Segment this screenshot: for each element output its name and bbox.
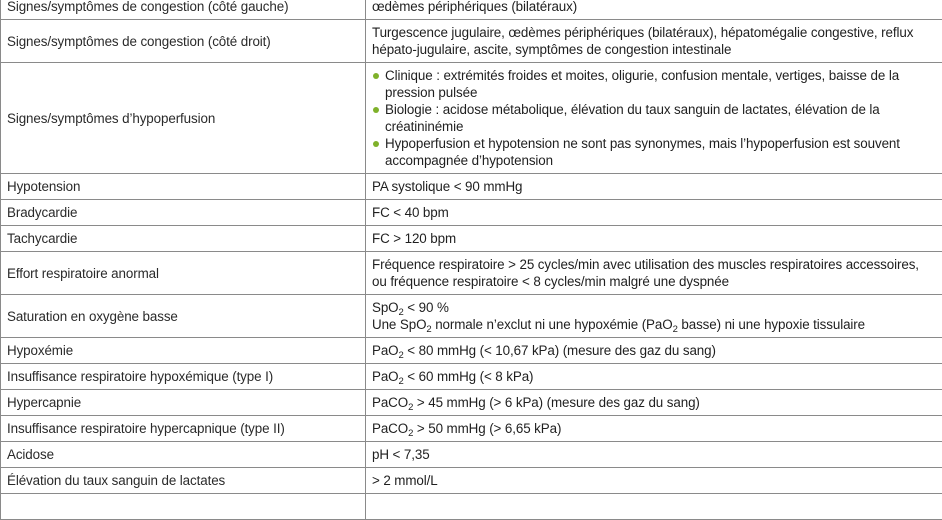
list-item: Clinique : extrémités froides et moites, oligurie, confusion mentale, vertiges, baisse de la pression pulsée [372, 67, 937, 101]
table-row [1, 200, 942, 226]
row-value: pH < 7,35 [366, 442, 942, 468]
row-label: Hypercapnie [1, 390, 366, 416]
row-label: Bradycardie [1, 200, 366, 226]
table-row [1, 390, 942, 416]
row-value: PaCO$_2$ > 50 mmHg (> 6,65 kPa) [366, 416, 942, 442]
table-row [1, 295, 942, 338]
row-label: Insuffisance respiratoire hypercapnique (type II) [1, 416, 366, 442]
row-value [366, 295, 942, 338]
row-value: > 2 mmol/L [366, 468, 942, 494]
row-value [366, 63, 942, 174]
table-row [1, 252, 942, 295]
table-row [1, 20, 942, 63]
row-label: Signes/symptômes de congestion (côté droit) [1, 20, 366, 63]
table-row [1, 442, 942, 468]
row-label: Hypotension [1, 174, 366, 200]
table-row [1, 226, 942, 252]
row-value: PaO$_2$ < 60 mmHg (< 8 kPa) [366, 364, 942, 390]
row-value: FC < 40 bpm [366, 200, 942, 226]
table-row [1, 174, 942, 200]
table-row [1, 0, 942, 20]
list-item: Biologie : acidose métabolique, élévation du taux sanguin de lactates, élévation de la créatininémie [372, 101, 937, 135]
row-value: PaCO$_2$ > 45 mmHg (> 6 kPa) (mesure des gaz du sang) [366, 390, 942, 416]
table-row [1, 468, 942, 494]
table-row [1, 63, 942, 174]
table-row [1, 338, 942, 364]
spo2-note: Une SpO$_2$ normale n’exclut ni une hypoxémie (PaO$_2$ basse) ni une hypoxie tissulaire [372, 316, 937, 333]
row-label: Insuffisance respiratoire hypoxémique (type I) [1, 364, 366, 390]
row-label: Signes/symptômes d’hypoperfusion [1, 63, 366, 174]
list-item: Hypoperfusion et hypotension ne sont pas synonymes, mais l’hypoperfusion est souvent accompagnée d’hypotension [372, 135, 937, 169]
row-value: Turgescence jugulaire, œdèmes périphériques (bilatéraux), hépatomégalie congestive, reflux hépato-jugulaire, ascite, symptômes de congestion intestinale [366, 20, 942, 63]
row-value: PA systolique < 90 mmHg [366, 174, 942, 200]
bullet-list [372, 67, 937, 169]
row-label: Acidose [1, 442, 366, 468]
row-label: Signes/symptômes de congestion (côté gauche) [1, 0, 366, 20]
row-label: Tachycardie [1, 226, 366, 252]
row-label: Saturation en oxygène basse [1, 295, 366, 338]
row-value: œdèmes périphériques (bilatéraux) [366, 0, 942, 20]
row-value: FC > 120 bpm [366, 226, 942, 252]
table-row [1, 416, 942, 442]
row-value: PaO$_2$ < 80 mmHg (< 10,67 kPa) (mesure des gaz du sang) [366, 338, 942, 364]
row-value: Fréquence respiratoire > 25 cycles/min avec utilisation des muscles respiratoires accessoires, ou fréquence respiratoire < 8 cycles/min malgré une dyspnée [366, 252, 942, 295]
table-row [1, 364, 942, 390]
spo2-threshold: SpO$_2$ < 90 % [372, 299, 937, 316]
row-label: Hypoxémie [1, 338, 366, 364]
row-label: Élévation du taux sanguin de lactates [1, 468, 366, 494]
row-label: Effort respiratoire anormal [1, 252, 366, 295]
